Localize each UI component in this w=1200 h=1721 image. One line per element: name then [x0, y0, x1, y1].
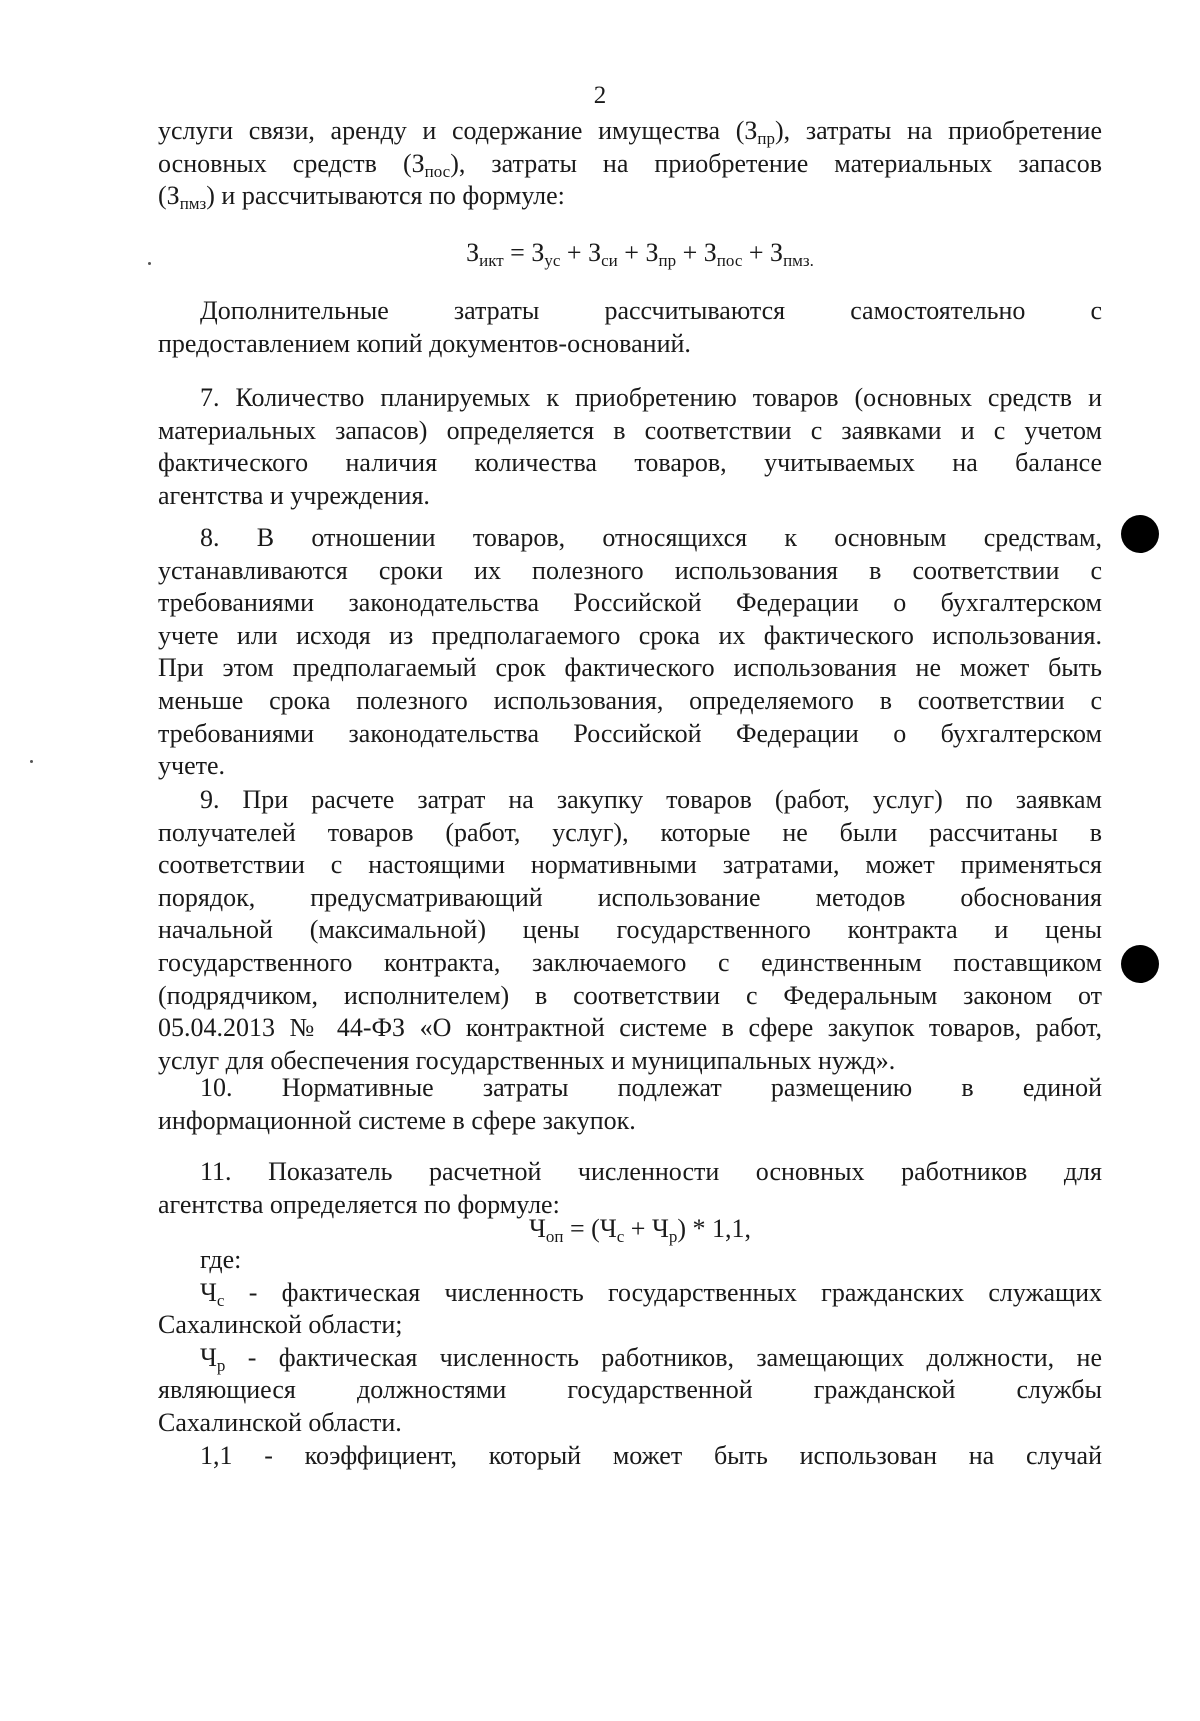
additional-line-2: предоставлением копий документов-оснований.: [158, 328, 691, 358]
paragraph-8: [158, 522, 1102, 783]
intro-line-2: [158, 148, 1102, 181]
paragraph-7: [158, 382, 1102, 512]
formula-op: +: [742, 238, 771, 267]
p8-line: 8. В отношении товаров, относящихся к основным средствам,: [200, 523, 1102, 552]
p11-line: агентства определяется по формуле:: [158, 1189, 560, 1219]
def-c-line-2: Сахалинской области;: [158, 1310, 403, 1340]
paragraph-9: [158, 784, 1102, 1077]
formula-op: +: [676, 238, 704, 267]
intro-line-2-tail: ), затраты на приобретение материальных запасов: [450, 148, 1102, 178]
formula-zikt-term-3: [645, 238, 704, 270]
p11-line: 11. Показатель расчетной численности основных работников для: [200, 1157, 1102, 1186]
intro-line-1-tail: ), затраты на приобретение: [775, 116, 1103, 145]
additional-paragraph: [158, 295, 1102, 360]
paragraph-11: [158, 1156, 1102, 1221]
formula-sub: оп: [545, 1227, 564, 1246]
def-text: - фактическая численность государственных гражданских служащих: [224, 1277, 1102, 1307]
p8-line: учете.: [158, 751, 226, 781]
formula-z: З: [645, 238, 659, 267]
formula-ch: Ч: [599, 1214, 617, 1243]
p8-line: требованиями законодательства Российской Федерации о бухгалтерском: [158, 718, 1102, 748]
p7-line: фактического наличия количества товаров, учитываемых на балансе: [158, 448, 1102, 478]
formula-sub: пр: [658, 251, 677, 270]
intro-line-3-tail: ) и рассчитываются по формуле:: [206, 181, 565, 211]
def-r-line-2: являющиеся должностями государственной гражданской службы: [158, 1375, 1102, 1405]
formula-z: З: [466, 238, 480, 267]
p8-line: меньше срока полезного использования, определяемого в соответствии с: [158, 685, 1102, 715]
binder-hole: [1121, 515, 1159, 553]
formula-zikt-term-4: [703, 238, 771, 270]
coef-line: 1,1 - коэффициент, который может быть использован на случай: [200, 1440, 1102, 1470]
formula-ch: Ч: [651, 1214, 669, 1243]
formula-sub: си: [601, 251, 618, 270]
p9-line: 05.04.2013 № 44-ФЗ «О контрактной системе в сфере закупок товаров, работ,: [158, 1013, 1102, 1043]
def-r-line-1: [158, 1342, 1102, 1375]
p8-line: устанавливаются сроки их полезного использования в соответствии с: [158, 555, 1102, 585]
intro-line-2-text: основных средств (З: [158, 148, 425, 178]
def-sub: р: [216, 1355, 226, 1375]
formula-zikt-term-0: [466, 238, 532, 270]
p7-line: агентства и учреждения.: [158, 480, 430, 510]
formula-sub: икт: [479, 251, 504, 270]
intro-line-1-text: услуги связи, аренду и содержание имущества (З: [158, 116, 758, 145]
intro-line-3-text: (З: [158, 181, 180, 211]
scan-speck: [148, 262, 151, 265]
formula-op: = (: [563, 1214, 600, 1243]
def-r-line-3: Сахалинской области.: [158, 1407, 402, 1437]
p10-line: 10. Нормативные затраты подлежат размещению в единой: [200, 1073, 1102, 1102]
intro-line-2-sub: пос: [424, 161, 451, 181]
where-label: где:: [200, 1245, 242, 1274]
p9-line: начальной (максимальной) цены государственного контракта и цены: [158, 915, 1102, 945]
additional-line-1: Дополнительные затраты рассчитываются самостоятельно с: [200, 296, 1102, 325]
formula-sub: ус: [544, 251, 561, 270]
intro-paragraph: [158, 115, 1102, 213]
binder-hole: [1121, 945, 1159, 983]
intro-line-1: [158, 115, 1102, 148]
p8-line: учете или исходя из предполагаемого срока их фактического использования.: [158, 620, 1102, 650]
formula-z: З: [531, 238, 545, 267]
formula-sub: с: [616, 1227, 625, 1246]
formula-op: +: [624, 1214, 652, 1243]
def-c-line-1: [158, 1277, 1102, 1310]
def-ch: Ч: [200, 1277, 217, 1307]
intro-line-1-sub: пр: [757, 129, 776, 148]
p7-line: материальных запасов) определяется в соответствии с заявками и с учетом: [158, 415, 1102, 445]
p8-line: При этом предполагаемый срок фактического использования не может быть: [158, 653, 1102, 683]
formula-op: =: [503, 238, 532, 267]
p9-line: услуг для обеспечения государственных и муниципальных нужд».: [158, 1045, 896, 1075]
formula-chop: [0, 1214, 1200, 1244]
formula-zikt: [0, 238, 1200, 268]
formula-z: З: [588, 238, 602, 267]
formula-zikt-term-1: [531, 238, 589, 270]
formula-sub: р: [668, 1227, 678, 1246]
formula-z: З: [703, 238, 717, 267]
def-text: - фактическая численность работников, замещающих должности, не: [225, 1342, 1102, 1372]
formula-sub: пос: [716, 251, 743, 270]
formula-tail: ) * 1,1,: [677, 1214, 752, 1243]
p7-line: 7. Количество планируемых к приобретению товаров (основных средств и: [200, 383, 1102, 412]
p9-line: государственного контракта, заключаемого с единственным поставщиком: [158, 947, 1102, 977]
p9-line: (подрядчиком, исполнителем) в соответствии с Федеральным законом от: [158, 980, 1102, 1010]
p10-line: информационной системе в сфере закупок.: [158, 1105, 636, 1135]
p9-line: 9. При расчете затрат на закупку товаров (работ, услуг) по заявкам: [200, 785, 1102, 814]
scan-speck: [30, 760, 33, 763]
formula-ch: Ч: [528, 1214, 546, 1243]
p9-line: соответствии с настоящими нормативными затратами, может применяться: [158, 850, 1102, 880]
formula-zikt-term-2: [588, 238, 646, 270]
paragraph-10: [158, 1072, 1102, 1137]
page-number: 2: [593, 82, 607, 109]
def-sub: с: [216, 1290, 225, 1310]
formula-z: З: [770, 238, 784, 267]
formula-sub: пмз.: [783, 251, 814, 270]
formula-op: +: [560, 238, 589, 267]
definitions: [158, 1244, 1102, 1472]
formula-zikt-term-5: [770, 238, 814, 270]
formula-op: +: [617, 238, 646, 267]
p8-line: требованиями законодательства Российской Федерации о бухгалтерском: [158, 588, 1102, 618]
intro-line-3: [158, 180, 1102, 213]
p9-line: порядок, предусматривающий использование методов обоснования: [158, 882, 1102, 912]
p9-line: получателей товаров (работ, услуг), которые не были рассчитаны в: [158, 817, 1102, 847]
def-ch: Ч: [200, 1342, 217, 1372]
intro-line-3-sub: пмз: [179, 194, 207, 214]
